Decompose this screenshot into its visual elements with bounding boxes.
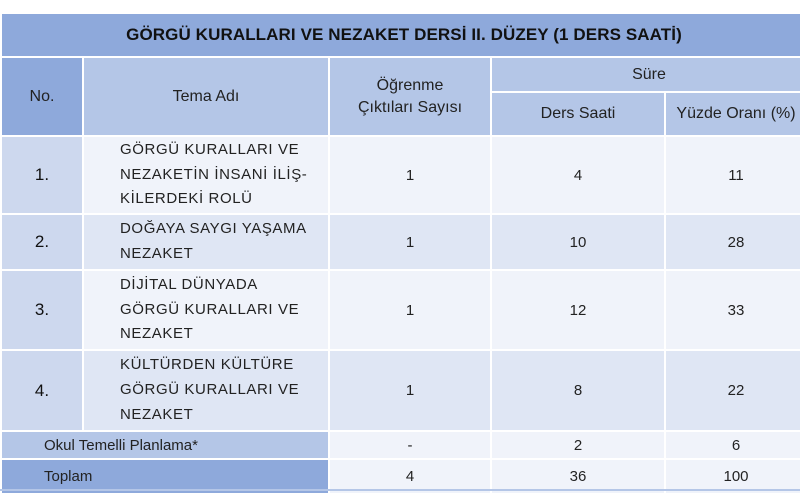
header-percent: Yüzde Oranı (%) [666,93,800,135]
row-3-theme: DİJİTAL DÜNYADA GÖRGÜ KURALLARI VE NEZAKET [84,271,328,349]
school-planning-percent: 6 [666,432,800,458]
row-1-percent: 11 [666,137,800,213]
total-percent: 100 [666,460,800,493]
row-1-no: 1. [2,137,82,213]
row-2-no: 2. [2,215,82,269]
header-no: No. [2,58,82,135]
bottom-divider [0,489,800,491]
curriculum-table [2,14,798,485]
row-3-outcomes: 1 [330,271,490,349]
row-1-theme: GÖRGÜ KURALLARI VE NEZAKETİN İNSANİ İLİŞ- KİLERDEKİ ROLÜ [84,137,328,213]
row-2-theme: DOĞAYA SAYGI YAŞAMA NEZAKET [84,215,328,269]
row-4-theme: KÜLTÜRDEN KÜLTÜRE GÖRGÜ KURALLARI VE NEZAKET [84,351,328,430]
total-outcomes: 4 [330,460,490,493]
row-4-percent: 22 [666,351,800,430]
table-title: GÖRGÜ KURALLARI VE NEZAKET DERSİ II. DÜZEY (1 DERS SAATİ) [2,14,800,56]
row-3-percent: 33 [666,271,800,349]
row-3-hours: 12 [492,271,664,349]
row-1-outcomes: 1 [330,137,490,213]
school-planning-outcomes: - [330,432,490,458]
row-2-hours: 10 [492,215,664,269]
school-planning-label: Okul Temelli Planlama* [2,432,328,458]
row-4-outcomes: 1 [330,351,490,430]
row-4-hours: 8 [492,351,664,430]
total-hours: 36 [492,460,664,493]
header-duration: Süre [492,58,800,91]
header-hours: Ders Saati [492,93,664,135]
row-2-outcomes: 1 [330,215,490,269]
row-3-no: 3. [2,271,82,349]
row-1-hours: 4 [492,137,664,213]
total-label: Toplam [2,460,328,493]
header-outcomes: Öğrenme Çıktıları Sayısı [330,58,490,135]
school-planning-hours: 2 [492,432,664,458]
row-2-percent: 28 [666,215,800,269]
row-4-no: 4. [2,351,82,430]
header-theme: Tema Adı [84,58,328,135]
